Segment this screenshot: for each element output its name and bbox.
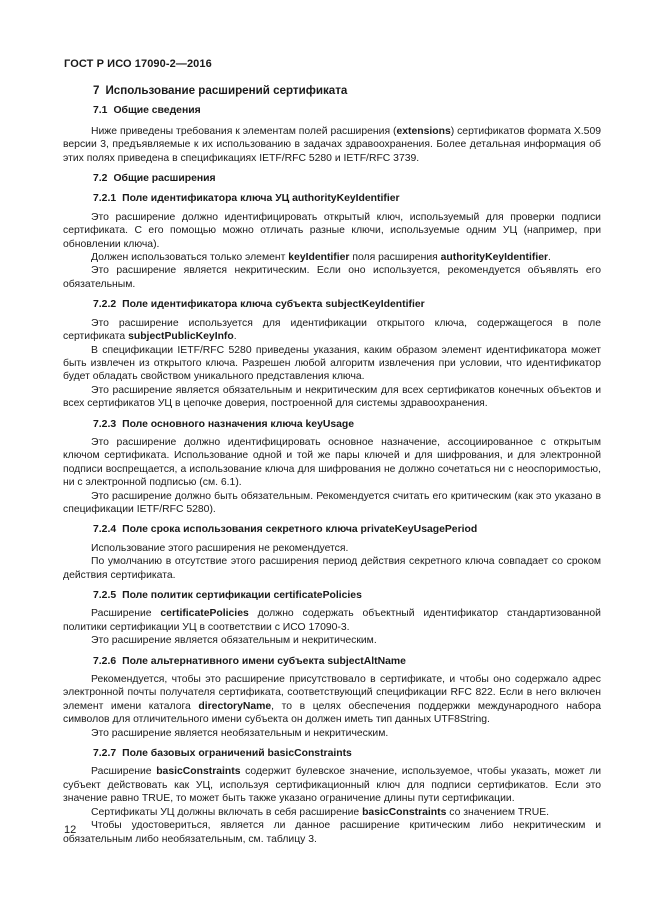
section-7-2-6 xyxy=(63,655,601,740)
section-title: Поле основного назначения ключа keyUsage xyxy=(122,418,355,430)
paragraph: Чтобы удостовериться, является ли данное расширение критическим либо некритическим и обязательным либо необязательным, см. таблицу 3. xyxy=(63,820,601,845)
paragraph: Сертификаты УЦ должны включать в себя расширение basicConstraints со значением TRUE. xyxy=(91,806,550,818)
section-number: 7.1 xyxy=(93,105,108,117)
section-7-1-heading xyxy=(63,104,601,117)
paragraph: Это расширение должно быть обязательным. Рекомендуется считать его критическим (как это указано в спецификации IETF/RFC 5280). xyxy=(63,490,601,515)
section-number: 7.2 xyxy=(93,173,108,185)
paragraph: Ниже приведены требования к элементам полей расширения (extensions) сертификатов формата X.509 версии 3, предъявляемые к их использованию в задачах здравоохранения. Более детальная информация об этих полях приведена в спецификациях IETF/RFC 5280 и IETF/RFC 3739. xyxy=(63,125,602,164)
section-7-2-heading xyxy=(63,172,601,185)
section-7-2-3 xyxy=(63,418,601,517)
section-title: Поле идентификатора ключа УЦ authorityKeyIdentifier xyxy=(122,193,400,205)
paragraph: Должен использоваться только элемент keyIdentifier поля расширения authorityKeyIdentifier. xyxy=(91,252,551,264)
paragraph: Расширение basicConstraints содержит булевское значение, используемое, чтобы указать, может ли субъект действовать как УЦ, используя сертификационный ключ для подписи сертификатов. Если это значение равно TRUE, то может быть также указано ограничение длины пути сертификации. xyxy=(63,766,601,805)
section-number: 7.2.2 xyxy=(93,299,117,311)
section-number: 7 xyxy=(93,84,100,97)
section-number: 7.2.5 xyxy=(93,590,117,601)
section-7-2-4 xyxy=(63,523,601,582)
section-7-2-5-heading xyxy=(63,589,601,602)
paragraph: Это расширение является некритическим. Если оно используется, рекомендуется объявлять его обязательным. xyxy=(63,265,601,290)
section-title: Поле базовых ограничений basicConstraints xyxy=(122,748,352,760)
section-7-2 xyxy=(63,172,601,185)
section-title: Поле политик сертификации certificatePolicies xyxy=(122,590,362,601)
paragraph: По умолчанию в отсутствие этого расширения период действия секретного ключа совпадает со сроком действия сертификата. xyxy=(63,556,601,581)
paragraph: Рекомендуется, чтобы это расширение присутствовало в сертификате, и чтобы оно содержало адрес электронной почты получателя сертификата, соответствующий спецификации RFC 822. Если в него включен элемент имени каталога directoryName, то в целях обеспечения поддержки международного набора символов для отличительного имени субъекта он должен иметь тип данных UTF8String. xyxy=(63,674,601,726)
section-title: Поле идентификатора ключа субъекта subjectKeyIdentifier xyxy=(122,299,425,311)
section-title: Общие расширения xyxy=(113,173,216,185)
paragraph: В спецификации IETF/RFC 5280 приведены указания, каким образом элемент идентификатора может быть извлечен из открытого ключа. Разрешен любой алгоритм извлечения при условии, что идентификатор будет обладать свойством уникального представления ключа. xyxy=(63,344,601,383)
paragraph: Это расширение должно идентифицировать основное назначение, ассоциированное с открытым ключом сертификата. Использование одной и той же пары ключей и для шифрования, и для электронной подписи воспрещается, а использование ключа для шифрования не должно сочетаться ни с неоспоримостью, ни с электронной подписью (см. 6.1). xyxy=(63,436,601,489)
paragraph: Расширение certificatePolicies должно содержать объектный идентификатор стандартизованной политики сертификации УЦ в соответствии с ИСО 17090-3. xyxy=(63,608,601,633)
page-number: 12 xyxy=(64,824,77,836)
section-7-2-2 xyxy=(63,298,601,410)
section-number: 7.2.7 xyxy=(93,748,117,760)
paragraph: Это расширение является необязательным и некритическим. xyxy=(91,727,389,739)
section-7-2-3-heading xyxy=(63,418,601,431)
document-header: ГОСТ Р ИСО 17090-2—2016 xyxy=(64,58,212,70)
section-7-heading xyxy=(63,84,601,97)
section-number: 7.2.6 xyxy=(93,655,117,667)
section-number: 7.2.1 xyxy=(93,193,117,205)
paragraph: Использование этого расширения не рекомендуется. xyxy=(91,542,349,554)
section-number: 7.2.3 xyxy=(93,418,117,430)
section-7-2-7 xyxy=(63,747,601,846)
section-title: Общие сведения xyxy=(113,105,201,117)
paragraph: Это расширение является обязательным и некритическим. xyxy=(91,635,377,647)
section-7-2-1-heading xyxy=(63,192,601,205)
section-title: Поле альтернативного имени субъекта subjectAltName xyxy=(122,655,406,667)
section-7-2-1 xyxy=(63,192,601,291)
paragraph: Это расширение должно идентифицировать открытый ключ, используемый для проверки подписи сертификата. С его помощью можно отличать разные ключи, используемые одним УЦ (например, при обновлении ключа). xyxy=(63,211,601,250)
section-7-2-5 xyxy=(63,589,601,648)
section-7-2-4-heading xyxy=(63,523,601,536)
section-title: Поле срока использования секретного ключа privateKeyUsagePeriod xyxy=(122,524,478,536)
document-body xyxy=(63,84,601,853)
section-7-2-2-heading xyxy=(63,298,601,311)
section-title: Использование расширений сертификата xyxy=(105,84,348,97)
section-number: 7.2.4 xyxy=(93,524,117,536)
paragraph: Это расширение используется для идентификации открытого ключа, содержащегося в поле сертификата subjectPublicKeyInfo. xyxy=(63,317,601,343)
paragraph: Это расширение является обязательным и некритическим для всех сертификатов конечных объектов и всех сертификатов УЦ в цепочке доверия, построенной для системы здравоохранения. xyxy=(63,384,601,410)
section-7-2-6-heading xyxy=(63,655,601,668)
section-7-2-7-heading xyxy=(63,747,601,760)
section-7-1 xyxy=(63,104,601,165)
